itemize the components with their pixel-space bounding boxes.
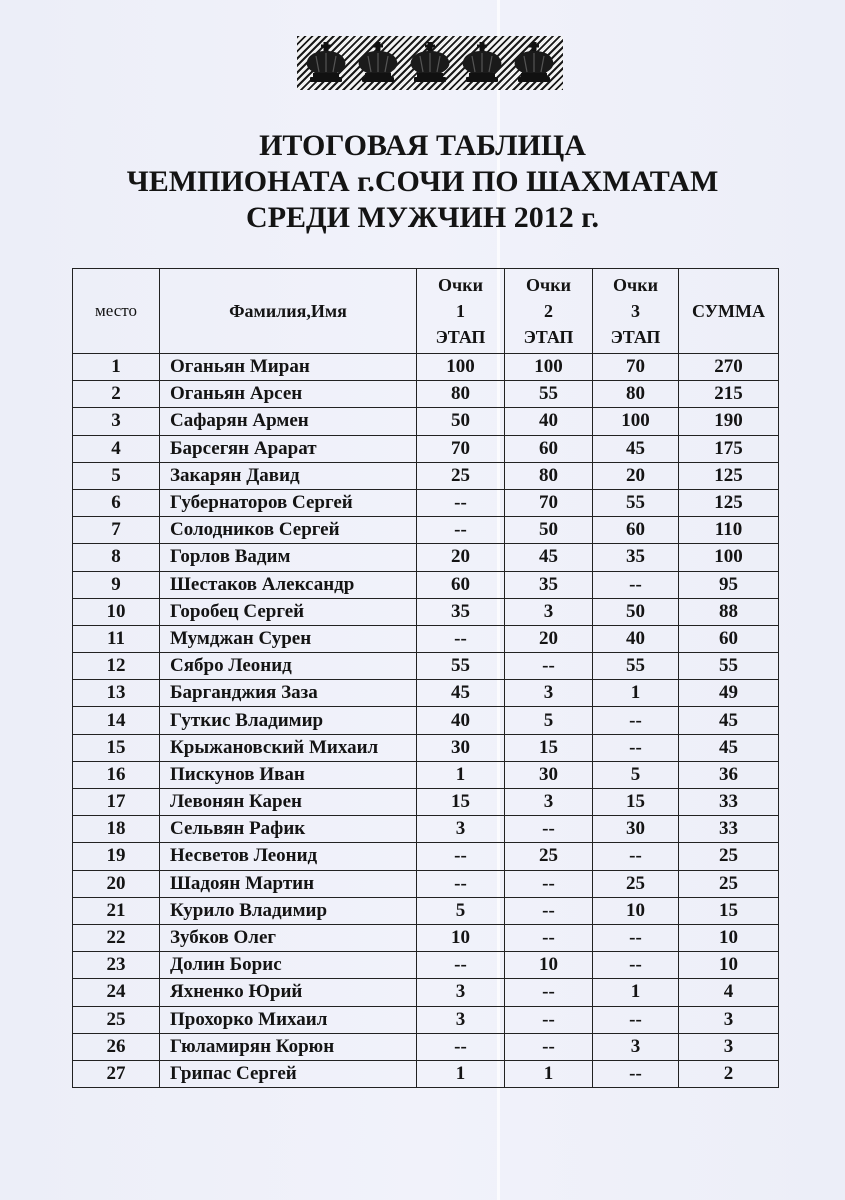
cell-name: Яхненко Юрий	[160, 979, 417, 1006]
cell-stage-3: --	[593, 571, 679, 598]
table-row	[73, 1060, 779, 1087]
cell-total: 175	[679, 435, 779, 462]
cell-stage-3: 10	[593, 897, 679, 924]
cell-total: 215	[679, 381, 779, 408]
header-stage-1-label: Очки	[438, 275, 483, 295]
table-row	[73, 625, 779, 652]
cell-stage-2: 35	[505, 571, 593, 598]
header-name: Фамилия,Имя	[160, 269, 417, 354]
cell-total: 110	[679, 517, 779, 544]
cell-place: 2	[73, 381, 160, 408]
cell-stage-2: 55	[505, 381, 593, 408]
cell-total: 4	[679, 979, 779, 1006]
cell-stage-1: 3	[417, 1006, 505, 1033]
cell-place: 6	[73, 489, 160, 516]
cell-name: Оганьян Арсен	[160, 381, 417, 408]
cell-place: 16	[73, 761, 160, 788]
chess-king-crown-icon	[301, 41, 351, 85]
header-stage-1-word: ЭТАП	[435, 327, 486, 347]
cell-total: 190	[679, 408, 779, 435]
cell-stage-3: 1	[593, 680, 679, 707]
cell-place: 19	[73, 843, 160, 870]
cell-stage-3: 50	[593, 598, 679, 625]
cell-stage-2: 3	[505, 680, 593, 707]
table-row	[73, 816, 779, 843]
title-line-2: ЧЕМПИОНАТА г.СОЧИ ПО ШАХМАТАМ	[126, 165, 719, 198]
cell-stage-1: --	[417, 843, 505, 870]
cell-name: Солодников Сергей	[160, 517, 417, 544]
cell-place: 27	[73, 1060, 160, 1087]
cell-total: 270	[679, 354, 779, 381]
cell-name: Закарян Давид	[160, 462, 417, 489]
cell-stage-1: 60	[417, 571, 505, 598]
table-row	[73, 789, 779, 816]
cell-stage-2: 50	[505, 517, 593, 544]
cell-name: Шадоян Мартин	[160, 870, 417, 897]
cell-stage-3: --	[593, 1006, 679, 1033]
cell-place: 4	[73, 435, 160, 462]
cell-place: 21	[73, 897, 160, 924]
cell-place: 8	[73, 544, 160, 571]
cell-stage-3: --	[593, 952, 679, 979]
cell-name: Сельвян Рафик	[160, 816, 417, 843]
cell-stage-2: 20	[505, 625, 593, 652]
cell-stage-3: 20	[593, 462, 679, 489]
table-row	[73, 734, 779, 761]
table-row	[73, 952, 779, 979]
cell-stage-2: 100	[505, 354, 593, 381]
cell-stage-3: 30	[593, 816, 679, 843]
table-row	[73, 517, 779, 544]
cell-total: 15	[679, 897, 779, 924]
cell-name: Несветов Леонид	[160, 843, 417, 870]
cell-stage-2: 3	[505, 598, 593, 625]
table-row	[73, 653, 779, 680]
cell-stage-3: --	[593, 843, 679, 870]
cell-stage-2: 15	[505, 734, 593, 761]
header-stage-3-word: ЭТАП	[610, 327, 661, 347]
table-row	[73, 544, 779, 571]
cell-place: 17	[73, 789, 160, 816]
header-stage-3-number: 3	[631, 301, 640, 321]
cell-total: 95	[679, 571, 779, 598]
cell-place: 10	[73, 598, 160, 625]
cell-stage-3: --	[593, 734, 679, 761]
cell-stage-3: 100	[593, 408, 679, 435]
cell-stage-2: --	[505, 816, 593, 843]
cell-stage-1: 1	[417, 1060, 505, 1087]
cell-stage-2: 5	[505, 707, 593, 734]
table-row	[73, 761, 779, 788]
cell-place: 24	[73, 979, 160, 1006]
cell-stage-1: 20	[417, 544, 505, 571]
cell-stage-1: --	[417, 870, 505, 897]
cell-stage-1: --	[417, 489, 505, 516]
cell-stage-2: --	[505, 1033, 593, 1060]
table-row	[73, 462, 779, 489]
cell-name: Горлов Вадим	[160, 544, 417, 571]
cell-stage-3: --	[593, 1060, 679, 1087]
table-row	[73, 680, 779, 707]
cell-stage-1: 1	[417, 761, 505, 788]
cell-place: 12	[73, 653, 160, 680]
cell-stage-3: --	[593, 924, 679, 951]
title-line-1: ИТОГОВАЯ ТАБЛИЦА	[259, 129, 586, 162]
cell-place: 7	[73, 517, 160, 544]
cell-place: 3	[73, 408, 160, 435]
cell-total: 36	[679, 761, 779, 788]
header-stage-2-label: Очки	[526, 275, 571, 295]
cell-total: 49	[679, 680, 779, 707]
chess-king-crown-icon	[509, 41, 559, 85]
cell-total: 2	[679, 1060, 779, 1087]
cell-name: Гуткис Владимир	[160, 707, 417, 734]
results-table	[72, 268, 779, 1088]
cell-total: 10	[679, 924, 779, 951]
cell-total: 45	[679, 734, 779, 761]
table-header-row	[73, 269, 779, 354]
cell-place: 13	[73, 680, 160, 707]
cell-stage-3: 45	[593, 435, 679, 462]
cell-stage-3: 55	[593, 489, 679, 516]
cell-stage-3: 70	[593, 354, 679, 381]
cell-place: 20	[73, 870, 160, 897]
cell-name: Оганьян Миран	[160, 354, 417, 381]
cell-stage-3: 3	[593, 1033, 679, 1060]
cell-name: Губернаторов Сергей	[160, 489, 417, 516]
cell-stage-1: --	[417, 952, 505, 979]
cell-stage-2: --	[505, 924, 593, 951]
cell-name: Грипас Сергей	[160, 1060, 417, 1087]
cell-stage-1: 10	[417, 924, 505, 951]
cell-stage-2: 1	[505, 1060, 593, 1087]
table-row	[73, 924, 779, 951]
cell-stage-1: --	[417, 517, 505, 544]
cell-stage-2: 30	[505, 761, 593, 788]
header-stage-1	[417, 269, 505, 354]
cell-name: Крыжановский Михаил	[160, 734, 417, 761]
chess-king-crown-icon	[353, 41, 403, 85]
cell-total: 100	[679, 544, 779, 571]
cell-stage-1: 100	[417, 354, 505, 381]
cell-stage-1: --	[417, 1033, 505, 1060]
cell-stage-1: --	[417, 625, 505, 652]
table-row	[73, 843, 779, 870]
cell-stage-1: 25	[417, 462, 505, 489]
cell-place: 18	[73, 816, 160, 843]
cell-stage-1: 55	[417, 653, 505, 680]
cell-stage-2: 3	[505, 789, 593, 816]
cell-total: 33	[679, 816, 779, 843]
header-stage-3	[593, 269, 679, 354]
cell-stage-2: --	[505, 870, 593, 897]
cell-stage-1: 5	[417, 897, 505, 924]
table-row	[73, 979, 779, 1006]
cell-name: Сафарян Армен	[160, 408, 417, 435]
chess-crowns-banner	[297, 36, 563, 90]
results-body	[73, 354, 779, 1088]
table-row	[73, 897, 779, 924]
cell-place: 23	[73, 952, 160, 979]
cell-total: 125	[679, 462, 779, 489]
cell-name: Мумджан Сурен	[160, 625, 417, 652]
table-row	[73, 707, 779, 734]
cell-place: 14	[73, 707, 160, 734]
cell-total: 25	[679, 870, 779, 897]
cell-total: 3	[679, 1033, 779, 1060]
cell-name: Долин Борис	[160, 952, 417, 979]
cell-stage-3: 1	[593, 979, 679, 1006]
cell-stage-2: 40	[505, 408, 593, 435]
cell-place: 26	[73, 1033, 160, 1060]
cell-name: Левонян Карен	[160, 789, 417, 816]
header-total: СУММА	[679, 269, 779, 354]
cell-stage-1: 45	[417, 680, 505, 707]
cell-stage-2: --	[505, 897, 593, 924]
cell-stage-1: 30	[417, 734, 505, 761]
cell-name: Зубков Олег	[160, 924, 417, 951]
cell-place: 11	[73, 625, 160, 652]
title-line-3: СРЕДИ МУЖЧИН 2012 г.	[246, 201, 599, 234]
cell-stage-1: 15	[417, 789, 505, 816]
cell-name: Шестаков Александр	[160, 571, 417, 598]
cell-total: 125	[679, 489, 779, 516]
table-row	[73, 571, 779, 598]
cell-total: 25	[679, 843, 779, 870]
cell-stage-2: 60	[505, 435, 593, 462]
cell-total: 55	[679, 653, 779, 680]
cell-stage-3: 25	[593, 870, 679, 897]
cell-name: Курило Владимир	[160, 897, 417, 924]
cell-name: Барсегян Арарат	[160, 435, 417, 462]
cell-stage-3: 40	[593, 625, 679, 652]
table-row	[73, 381, 779, 408]
cell-total: 45	[679, 707, 779, 734]
table-row	[73, 435, 779, 462]
cell-stage-2: --	[505, 1006, 593, 1033]
cell-stage-2: 10	[505, 952, 593, 979]
cell-stage-3: --	[593, 707, 679, 734]
cell-stage-3: 60	[593, 517, 679, 544]
cell-total: 60	[679, 625, 779, 652]
cell-total: 88	[679, 598, 779, 625]
cell-stage-2: 70	[505, 489, 593, 516]
table-row	[73, 1006, 779, 1033]
cell-stage-1: 80	[417, 381, 505, 408]
table-row	[73, 598, 779, 625]
table-row	[73, 1033, 779, 1060]
cell-stage-2: --	[505, 979, 593, 1006]
cell-total: 3	[679, 1006, 779, 1033]
cell-stage-2: --	[505, 653, 593, 680]
cell-stage-3: 80	[593, 381, 679, 408]
header-stage-2-word: ЭТАП	[523, 327, 574, 347]
cell-name: Пискунов Иван	[160, 761, 417, 788]
cell-stage-1: 40	[417, 707, 505, 734]
chess-king-crown-icon	[405, 41, 455, 85]
table-row	[73, 489, 779, 516]
header-stage-3-label: Очки	[613, 275, 658, 295]
table-row	[73, 408, 779, 435]
cell-place: 15	[73, 734, 160, 761]
cell-stage-2: 80	[505, 462, 593, 489]
table-row	[73, 354, 779, 381]
cell-name: Сябро Леонид	[160, 653, 417, 680]
cell-stage-2: 45	[505, 544, 593, 571]
cell-stage-3: 5	[593, 761, 679, 788]
cell-stage-1: 3	[417, 816, 505, 843]
header-stage-2-number: 2	[544, 301, 553, 321]
table-row	[73, 870, 779, 897]
cell-name: Горобец Сергей	[160, 598, 417, 625]
cell-place: 25	[73, 1006, 160, 1033]
header-place: место	[73, 269, 160, 354]
cell-stage-1: 50	[417, 408, 505, 435]
cell-stage-1: 70	[417, 435, 505, 462]
chess-king-crown-icon	[457, 41, 507, 85]
cell-total: 10	[679, 952, 779, 979]
cell-total: 33	[679, 789, 779, 816]
header-stage-2	[505, 269, 593, 354]
cell-place: 22	[73, 924, 160, 951]
cell-stage-1: 3	[417, 979, 505, 1006]
cell-name: Барганджия Заза	[160, 680, 417, 707]
cell-stage-2: 25	[505, 843, 593, 870]
cell-place: 9	[73, 571, 160, 598]
cell-name: Прохорко Михаил	[160, 1006, 417, 1033]
cell-place: 1	[73, 354, 160, 381]
cell-stage-3: 15	[593, 789, 679, 816]
cell-stage-3: 55	[593, 653, 679, 680]
page-title	[60, 128, 785, 236]
cell-stage-1: 35	[417, 598, 505, 625]
header-stage-1-number: 1	[456, 301, 465, 321]
cell-name: Гюламирян Корюн	[160, 1033, 417, 1060]
cell-place: 5	[73, 462, 160, 489]
cell-stage-3: 35	[593, 544, 679, 571]
